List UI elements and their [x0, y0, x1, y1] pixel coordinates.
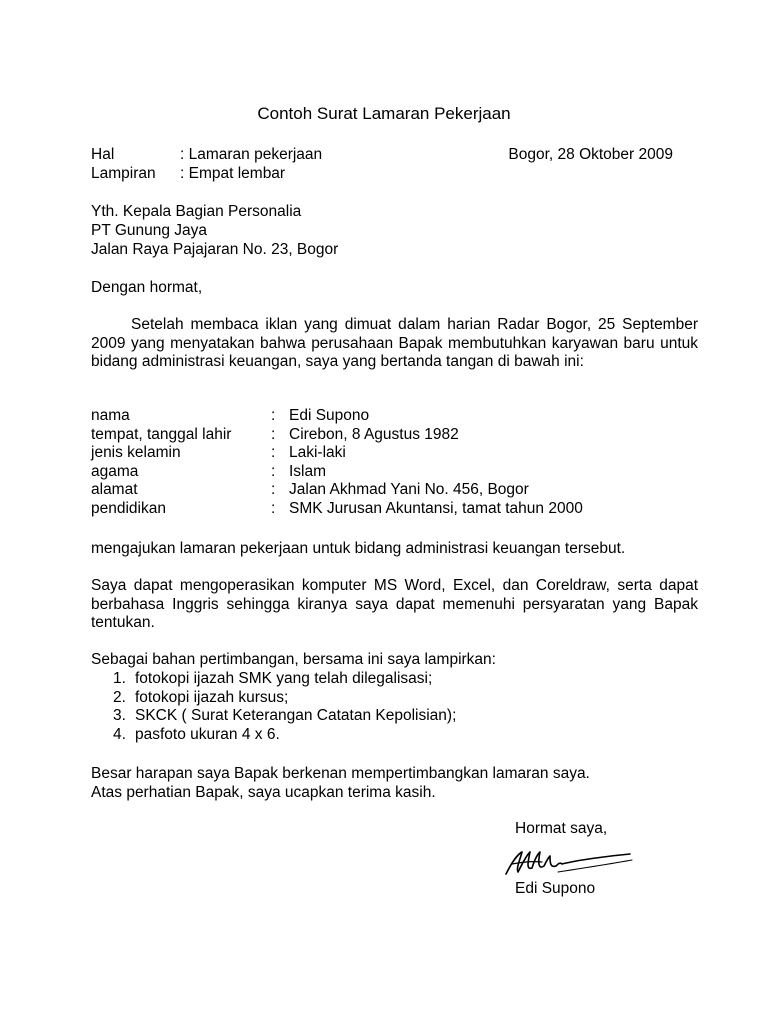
subject-row: [91, 146, 701, 165]
attachment-row: [91, 165, 701, 184]
closing-line: Besar harapan saya Bapak berkenan mempertimbangkan lamaran saya.: [91, 765, 590, 782]
list-number: 2.: [113, 688, 126, 706]
document-title: Contoh Surat Lamaran Pekerjaan: [257, 104, 511, 123]
recipient-address: [91, 203, 338, 260]
biodata-label: tempat, tanggal lahir: [91, 425, 232, 443]
biodata-row: [91, 407, 701, 426]
list-number: 4.: [113, 725, 126, 743]
biodata-label: alamat: [91, 481, 138, 499]
biodata-label: pendidikan: [91, 499, 166, 517]
biodata-row: [91, 463, 701, 482]
subject-value: : Lamaran pekerjaan: [180, 146, 323, 163]
biodata-colon: :: [271, 481, 276, 499]
letter-header: [91, 146, 701, 184]
list-text: fotokopi ijazah SMK yang telah dilegalisasi;: [135, 670, 433, 687]
recipient-line: PT Gunung Jaya: [91, 222, 208, 239]
recipient-line: Jalan Raya Pajajaran No. 23, Bogor: [91, 241, 339, 258]
subject-label: Hal: [91, 146, 115, 163]
list-text: pasfoto ukuran 4 x 6.: [135, 725, 280, 743]
sign-off: Hormat saya,: [515, 820, 608, 837]
attachments-intro: Sebagai bahan pertimbangan, bersama ini saya lampirkan:: [91, 651, 496, 668]
biodata-label: agama: [91, 462, 139, 480]
biodata-row: [91, 444, 701, 463]
signer-name: Edi Supono: [515, 880, 596, 897]
biodata-colon: :: [271, 425, 276, 443]
biodata-label: jenis kelamin: [91, 444, 181, 462]
list-text: fotokopi ijazah kursus;: [135, 688, 289, 706]
signature-mark: [498, 842, 638, 882]
attachment-label: Lampiran: [91, 165, 156, 182]
closing-paragraph: [91, 765, 590, 803]
biodata-row: [91, 481, 701, 500]
closing-line: Atas perhatian Bapak, saya ucapkan terima kasih.: [91, 784, 436, 801]
list-text: SKCK ( Surat Keterangan Catatan Kepolisian);: [135, 707, 457, 725]
biodata-colon: :: [271, 407, 276, 424]
biodata-value: Cirebon, 8 Agustus 1982: [289, 425, 459, 443]
biodata-value: Laki-laki: [289, 444, 346, 462]
biodata-value: Edi Supono: [289, 407, 370, 424]
salutation: Dengan hormat,: [91, 279, 203, 296]
biodata-colon: :: [271, 499, 276, 517]
place-date: Bogor, 28 Oktober 2009: [508, 146, 673, 163]
biodata-colon: :: [271, 462, 276, 480]
skills-paragraph: Saya dapat mengoperasikan komputer MS Word, Excel, dan Coreldraw, serta dapat berbahasa Inggris sehingga kiranya saya dapat memenuhi persyaratan yang Bapak tentukan.: [91, 577, 698, 631]
list-number: 3.: [113, 707, 126, 725]
biodata-value: Islam: [289, 462, 327, 480]
biodata-row: [91, 426, 701, 445]
biodata-colon: :: [271, 444, 276, 462]
opening-paragraph: Setelah membaca iklan yang dimuat dalam harian Radar Bogor, 25 September 2009 yang menyatakan bahwa perusahaan Bapak membutuhkan karyawan baru untuk bidang administrasi keuangan, saya yang bertanda tangan di bawah ini:: [91, 316, 698, 370]
application-statement: mengajukan lamaran pekerjaan untuk bidang administrasi keuangan tersebut.: [91, 540, 626, 557]
applicant-biodata: [91, 407, 701, 519]
biodata-label: nama: [91, 407, 130, 424]
recipient-line: Yth. Kepala Bagian Personalia: [91, 203, 302, 220]
attachment-value: : Empat lembar: [180, 165, 286, 182]
biodata-value: Jalan Akhmad Yani No. 456, Bogor: [289, 481, 529, 499]
biodata-row: [91, 500, 701, 519]
list-number: 1.: [113, 670, 126, 687]
biodata-value: SMK Jurusan Akuntansi, tamat tahun 2000: [289, 499, 583, 517]
